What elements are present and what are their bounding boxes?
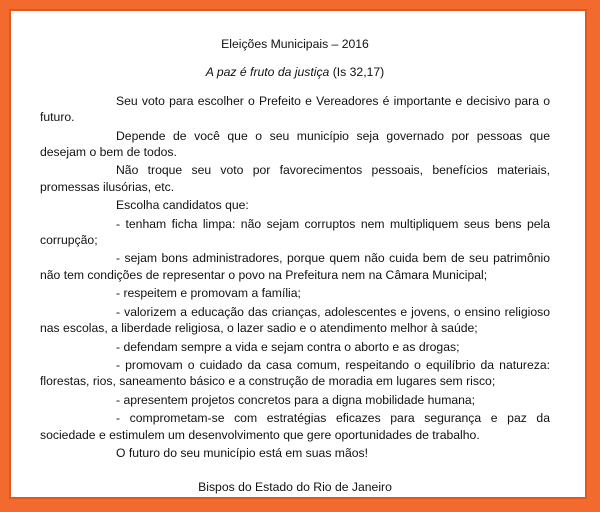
paragraph: Seu voto para escolher o Prefeito e Vereadores é importante e decisivo para o futuro. — [40, 93, 550, 125]
list-item: - comprometam-se com estratégias eficazes para segurança e paz da sociedade e estimulem um desenvolvimento que gere oportunidades de trabalho. — [40, 411, 550, 442]
list-item: - apresentem projetos concretos para a digna mobilidade humana; — [116, 392, 476, 407]
list-item: - sejam bons administradores, porque quem não cuida bem de seu patrimônio não tem condições de representar o povo na Prefeitura nem na Câmara Municipal; — [40, 251, 550, 282]
list-item: - respeitem e promovam a família; — [116, 286, 301, 301]
quote-reference: (Is 32,17) — [332, 65, 385, 80]
list-item: - defendam sempre a vida e sejam contra o aborto e as drogas; — [116, 339, 460, 354]
closing-line: O futuro do seu município está em suas mãos! — [116, 445, 368, 460]
list-item: - valorizem a educação das crianças, adolescentes e jovens, o ensino religioso nas escolas, a liberdade religiosa, o lazer sadio e o atendimento melhor à saúde; — [40, 304, 550, 336]
paragraph: Escolha candidatos que: — [116, 198, 249, 213]
paragraph: Depende de você que o seu município seja governado por pessoas que desejam o bem de todos. — [40, 128, 550, 160]
paragraph: Não troque seu voto por favorecimentos pessoais, benefícios materiais, promessas ilusórias, etc. — [40, 163, 550, 194]
list-item: - promovam o cuidado da casa comum, respeitando o equilíbrio da natureza: florestas, rios, saneamento básico e a construção de moradia em lugares sem risco; — [40, 357, 550, 389]
quote-text: A paz é fruto da justiça — [205, 65, 330, 80]
document-title: Eleições Municipais – 2016 — [221, 37, 369, 51]
document-body — [40, 36, 550, 496]
list-item: - tenham ficha limpa: não sejam corruptos nem multipliquem seus bens pela corrupção; — [40, 216, 550, 248]
document-sheet — [9, 9, 587, 499]
document-quote — [40, 64, 550, 80]
signature: Bispos do Estado do Rio de Janeiro — [198, 480, 392, 495]
